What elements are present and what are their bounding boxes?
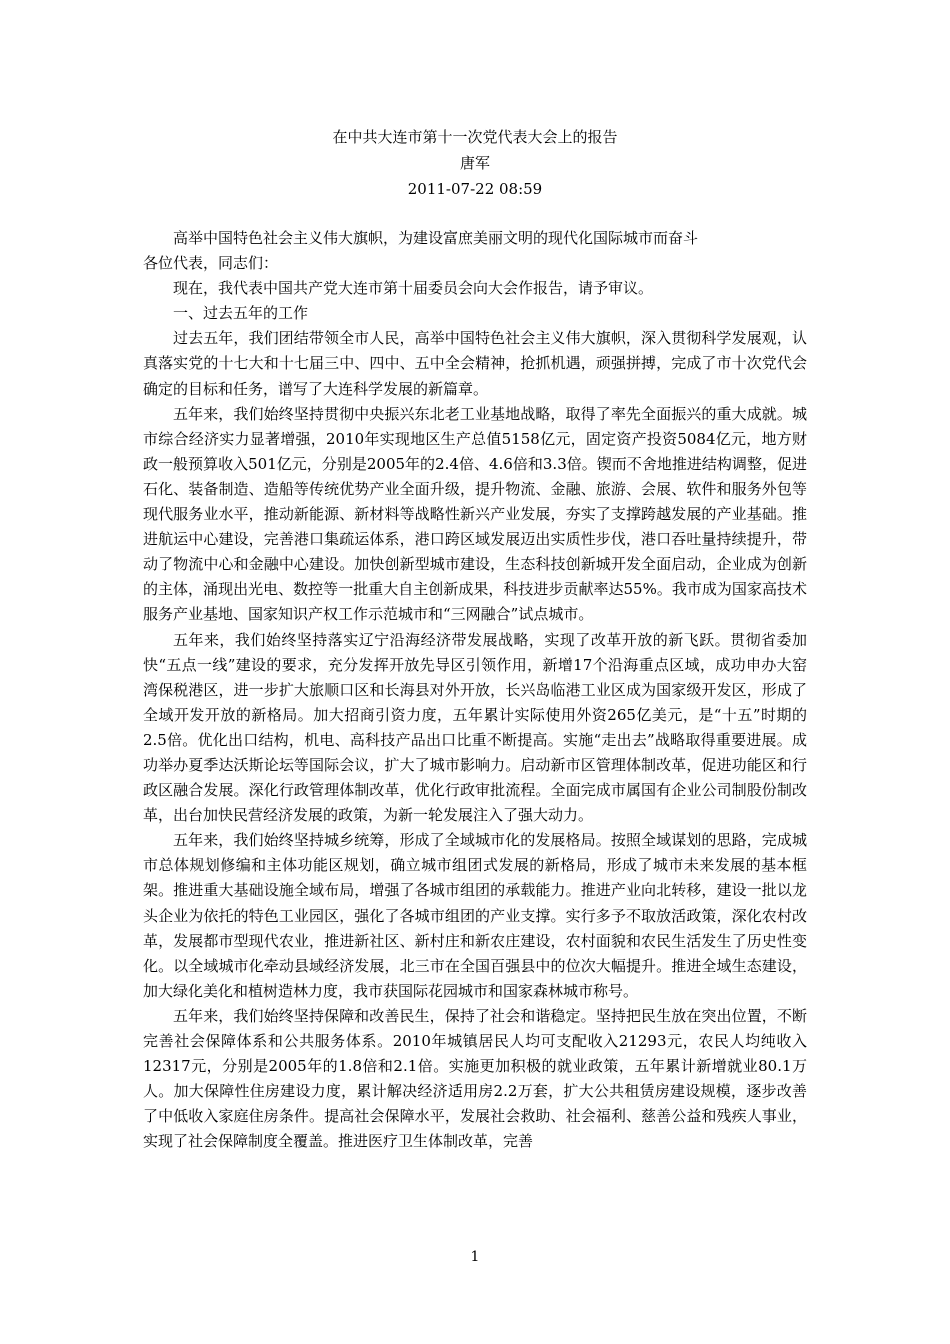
paragraph: 五年来，我们始终坚持落实辽宁沿海经济带发展战略，实现了改革开放的新飞跃。贯彻省委加快“五点一线”建设的要求，充分发挥开放先导区引领作用，新增17个沿海重点区域，成功申办大窑湾保税港区，进一步扩大旅顺口区和长海县对外开放，长兴岛临港工业区成为国家级开发区，形成了全域开发开放的新格局。加大招商引资力度，五年累计实际使用外资265亿美元，是“十五”时期的2.5倍。优化出口结构，机电、高科技产品出口比重不断提高。实施“走出去”战略取得重要进展。成功举办夏季达沃斯论坛等国际会议，扩大了城市影响力。启动新市区管理体制改革，促进功能区和行政区融合发展。深化行政管理体制改革，优化行政审批流程。全面完成市属国有企业公司制股份制改革，出台加快民营经济发展的政策，为新一轮发展注入了强大动力。 [143, 630, 807, 825]
document-header [0, 124, 950, 202]
paragraph: 高举中国特色社会主义伟大旗帜，为建设富庶美丽文明的现代化国际城市而奋斗 [173, 229, 699, 247]
paragraph: 五年来，我们始终坚持保障和改善民生，保持了社会和谐稳定。坚持把民生放在突出位置，不断完善社会保障体系和公共服务体系。2010年城镇居民人均可支配收入21293元，农民人均纯收入12317元，分别是2005年的1.8倍和2.1倍。实施更加积极的就业政策，五年累计新增就业80.1万人。加大保障性住房建设力度，累计解决经济适用房2.2万套，扩大公共租赁房建设规模，逐步改善了中低收入家庭住房条件。提高社会保障水平，发展社会救助、社会福利、慈善公益和残疾人事业，实现了社会保障制度全覆盖。推进医疗卫生体制改革，完善 [143, 1006, 807, 1151]
section-heading: 一、过去五年的工作 [173, 304, 309, 323]
document-title: 在中共大连市第十一次党代表大会上的报告 [332, 128, 618, 146]
paragraph: 现在，我代表中国共产党大连市第十届委员会向大会作报告，请予审议。 [173, 279, 654, 298]
document-datetime: 2011-07-22 08:59 [407, 180, 543, 198]
paragraph: 各位代表，同志们： [143, 254, 279, 273]
document-author: 唐军 [459, 154, 490, 172]
paragraph: 五年来，我们始终坚持城乡统筹，形成了全域城市化的发展格局。按照全域谋划的思路，完成城市总体规划修编和主体功能区规划，确立城市组团式发展的新格局，形成了城市未来发展的基本框架。推进重大基础设施全域布局，增强了各城市组团的承载能力。推进产业向北转移，建设一批以龙头企业为依托的特色工业园区，强化了各城市组团的产业支撑。实行多予不取放活政策，深化农村改革，发展都市型现代农业，推进新社区、新村庄和新农庄建设，农村面貌和农民生活发生了历史性变化。以全域城市化牵动县域经济发展，北三市在全国百强县中的位次大幅提升。推进全域生态建设，加大绿化美化和植树造林力度，我市获国际花园城市和国家森林城市称号。 [143, 831, 807, 1000]
page-number: 1 [470, 1249, 480, 1265]
paragraph: 过去五年，我们团结带领全市人民，高举中国特色社会主义伟大旗帜，深入贯彻科学发展观，认真落实党的十七大和十七届三中、四中、五中全会精神，抢抓机遇，顽强拼搏，完成了市十次党代会确定的目标和任务，谱写了大连科学发展的新篇章。 [143, 329, 807, 398]
document-body [143, 226, 807, 1154]
paragraph: 五年来，我们始终坚持贯彻中央振兴东北老工业基地战略，取得了率先全面振兴的重大成就。城市综合经济实力显著增强，2010年实现地区生产总值5158亿元，固定资产投资5084亿元，地方财政一般预算收入501亿元，分别是2005年的2.4倍、4.6倍和3.3倍。锲而不舍地推进结构调整，促进石化、装备制造、造船等传统优势产业全面升级，提升物流、金融、旅游、会展、软件和服务外包等现代服务业水平，推动新能源、新材料等战略性新兴产业发展，夯实了支撑跨越发展的产业基础。推进航运中心建设，完善港口集疏运体系，港口跨区域发展迈出实质性步伐，港口吞吐量持续提升，带动了物流中心和金融中心建设。加快创新型城市建设，生态科技创新城开发全面启动，企业成为创新的主体，涌现出光电、数控等一批重大自主创新成果，科技进步贡献率达55%。我市成为国家高技术服务产业基地、国家知识产权工作示范城市和“三网融合”试点城市。 [143, 404, 807, 624]
